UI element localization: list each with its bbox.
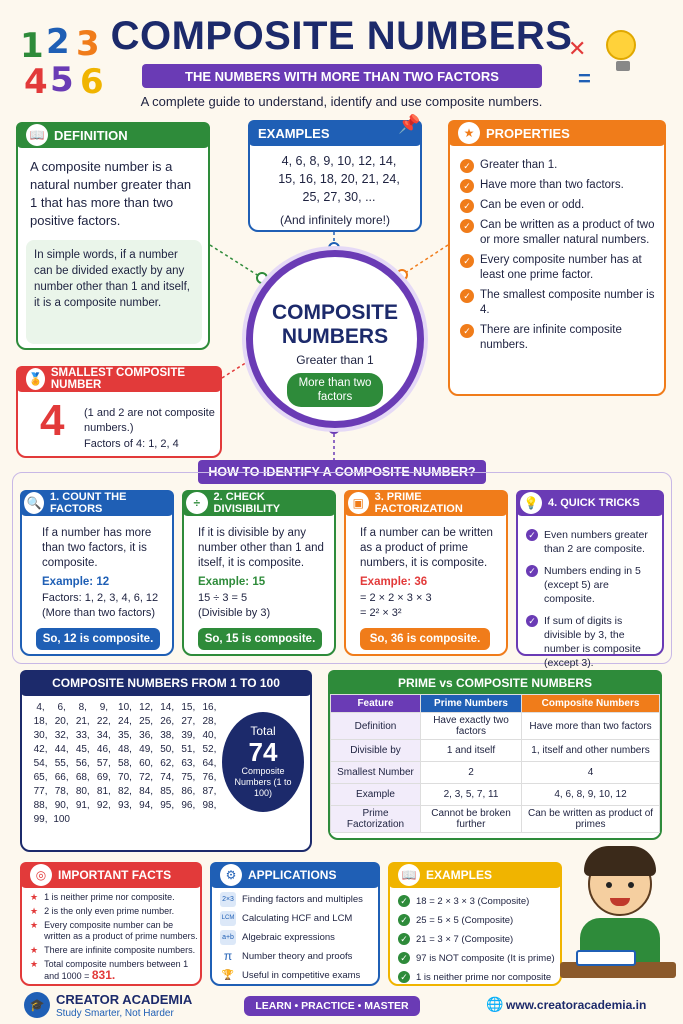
- example-item: ✓ 21 = 3 × 7 (Composite): [398, 932, 562, 947]
- composite-number: 78,: [54, 786, 69, 797]
- method-divisibility-text: If it is divisible by any number other than 1 and itself, it is composite.: [198, 527, 324, 569]
- composite-number: 40,: [202, 730, 217, 741]
- composite-number: 63,: [181, 758, 196, 769]
- footer-pill: LEARN • PRACTICE • MASTER: [244, 996, 420, 1016]
- examples-note: (And infinitely more!): [279, 213, 391, 227]
- table-row: Divisible by 1 and itself 1, itself and other numbers: [331, 740, 660, 762]
- fact-highlight: 831.: [91, 968, 116, 982]
- composite-number: 82,: [118, 786, 132, 797]
- student-illustration: [566, 842, 676, 992]
- subtitle-banner: THE NUMBERS WITH MORE THAN TWO FACTORS: [142, 64, 542, 88]
- fact-item: ★ Total composite numbers between 1 and 1000 = 831.: [30, 959, 189, 982]
- globe-icon: 🌐: [486, 996, 504, 1012]
- open-book-icon: 📖: [398, 864, 420, 886]
- composite-number: 58,: [118, 758, 132, 769]
- definition-text: A composite number is a natural number greater than 1 that has more than two positive factors.: [30, 159, 192, 228]
- composite-number: 22,: [96, 716, 111, 727]
- composite-number: 28,: [202, 716, 217, 727]
- method-count-line2: (More than two factors): [42, 607, 156, 619]
- digit-1: 1: [20, 26, 44, 66]
- composite-number: 64,: [202, 758, 217, 769]
- composite-number: 20,: [54, 716, 69, 727]
- compare-col-composite: Composite Numbers: [522, 695, 660, 713]
- example-item: ✓ 25 = 5 × 5 (Composite): [398, 913, 562, 928]
- compare-col-prime: Prime Numbers: [421, 695, 522, 713]
- examples-bottom-header: 📖 EXAMPLES: [388, 862, 562, 888]
- composite-number: 48,: [118, 744, 132, 755]
- table-row: Definition Have exactly two factors Have more than two factors: [331, 713, 660, 740]
- composite-number: 30,: [33, 730, 48, 741]
- method-divisibility-header: ÷ 2. CHECK DIVISIBILITY: [182, 490, 336, 516]
- examples-bottom-card: [388, 862, 562, 986]
- method-count-line1: Factors: 1, 2, 3, 4, 6, 12: [42, 592, 159, 604]
- method-factorization-card: [344, 490, 508, 656]
- composite-number: 88,: [33, 800, 48, 811]
- method-divisibility-example: Example: 15: [198, 576, 266, 588]
- composite-number: 27,: [181, 716, 196, 727]
- method-factorization-example: Example: 36: [360, 576, 428, 588]
- composite-number: 57,: [96, 758, 111, 769]
- application-item: 2×3 Finding factors and multiples: [220, 892, 380, 907]
- table-row: Example 2, 3, 5, 7, 11 4, 6, 8, 9, 10, 12: [331, 784, 660, 806]
- examples-heading: EXAMPLES: [258, 125, 330, 141]
- composite-number: 33,: [75, 730, 90, 741]
- composite-number: 8,: [78, 702, 87, 713]
- properties-heading: PROPERTIES: [486, 125, 570, 141]
- compare-table: [330, 694, 660, 833]
- smallest-header: [16, 366, 222, 392]
- smallest-factors: Factors of 4: 1, 2, 4: [84, 438, 179, 450]
- star-icon: ★: [458, 122, 480, 144]
- method-count-header: 🔍 1. COUNT THE FACTORS: [20, 490, 174, 516]
- digit-4: 4: [24, 62, 48, 102]
- total-circle: [222, 712, 304, 812]
- method-divisibility-card: [182, 490, 336, 656]
- composite-number: 35,: [118, 730, 132, 741]
- trophy-icon: 🏆: [221, 970, 235, 981]
- facts-list: [30, 892, 200, 982]
- composite-number: 6,: [57, 702, 66, 713]
- property-item: ✓ There are infinite composite numbers.: [460, 323, 658, 353]
- application-item: LCM Calculating HCF and LCM: [221, 913, 353, 924]
- target-icon: ◎: [30, 864, 52, 886]
- composite-number: 100: [53, 814, 70, 825]
- tagline: A complete guide to understand, identify and use composite numbers.: [140, 94, 543, 109]
- trick-item: ✓ Even numbers greater than 2 are composite.: [526, 528, 660, 556]
- composite-number: 56,: [75, 758, 90, 769]
- footer-slogan: Study Smarter, Not Harder: [56, 1008, 174, 1019]
- digit-6: 6: [80, 62, 104, 102]
- method-count-example: Example: 12: [42, 576, 110, 588]
- facts-card: [20, 862, 202, 986]
- applications-card: [210, 862, 380, 986]
- composite-number: 92,: [96, 800, 111, 811]
- digit-3: 3: [76, 24, 100, 64]
- trick-item: ✓ If sum of digits is divisible by 3, the number is composite (except 3).: [526, 614, 660, 670]
- composite-number: 50,: [160, 744, 175, 755]
- algebra-icon: a+b: [220, 930, 236, 945]
- method-divisibility-result: So, 15 is composite.: [198, 628, 322, 650]
- composite-number: 25,: [139, 716, 154, 727]
- smallest-note: (1 and 2 are not composite numbers.): [84, 407, 215, 434]
- method-factorization-header: ▣ 3. PRIME FACTORIZATION: [344, 490, 508, 516]
- composite-number: 66,: [54, 772, 69, 783]
- property-item: ✓ Can be even or odd.: [460, 198, 658, 213]
- composite-number: 99,: [33, 814, 48, 825]
- smallest-heading: SMALLEST COMPOSITE NUMBER: [50, 367, 186, 391]
- center-pill: More than two factors: [287, 373, 383, 407]
- method-count-card: [20, 490, 174, 656]
- composite-number: 72,: [139, 772, 154, 783]
- composite-number: 21,: [75, 716, 90, 727]
- composite-number: 49,: [139, 744, 154, 755]
- academy-logo-icon: 🎓: [24, 992, 50, 1018]
- composite-number: 84,: [139, 786, 154, 797]
- composite-number: 18,: [33, 716, 48, 727]
- fact-item: ★ 1 is neither prime nor composite.: [30, 892, 175, 902]
- composite-number: 46,: [96, 744, 111, 755]
- property-item: ✓ Greater than 1.: [460, 158, 658, 173]
- method-factorization-result: So, 36 is composite.: [360, 628, 490, 650]
- composite-number: 26,: [160, 716, 175, 727]
- composite-number: 80,: [75, 786, 90, 797]
- composite-number: 96,: [181, 800, 196, 811]
- divide-icon: ÷: [186, 492, 208, 514]
- composite-number: 10,: [118, 702, 132, 713]
- composite-number: 77,: [33, 786, 48, 797]
- example-item: ✓ 18 = 2 × 3 × 3 (Composite): [398, 894, 562, 909]
- tricks-card: [516, 490, 664, 669]
- composite-number: 9,: [99, 702, 109, 713]
- composite-number: 95,: [160, 800, 175, 811]
- composite-number: 38,: [160, 730, 175, 741]
- method-factorization-text: If a number can be written as a product of prime numbers, it is composite.: [360, 527, 493, 569]
- facts-header: ◎ IMPORTANT FACTS: [20, 862, 202, 888]
- smallest-number: 4: [40, 396, 65, 445]
- composite-number: 86,: [181, 786, 196, 797]
- compare-header: PRIME vs COMPOSITE NUMBERS: [328, 670, 662, 696]
- lcm-icon: LCM: [220, 911, 236, 926]
- property-item: ✓ Can be written as a product of two or more smaller natural numbers.: [460, 218, 658, 248]
- method-count-result: So, 12 is composite.: [36, 628, 160, 650]
- gears-icon: ⚙: [220, 864, 242, 886]
- magnifier-icon: 🔍: [24, 492, 44, 514]
- composite-number: 76,: [202, 772, 217, 783]
- composite-number: 65,: [33, 772, 48, 783]
- center-title-1: COMPOSITE: [271, 301, 398, 324]
- method-count-text: If a number has more than two factors, it is composite.: [42, 527, 152, 569]
- composite-number: 39,: [181, 730, 196, 741]
- center-title-2: NUMBERS: [281, 325, 389, 348]
- composite-number: 85,: [160, 786, 175, 797]
- composite-number: 45,: [75, 744, 90, 755]
- identify-banner: HOW TO IDENTIFY A COMPOSITE NUMBER?: [198, 460, 486, 484]
- composite-number: 90,: [54, 800, 69, 811]
- composite-number: 74,: [160, 772, 175, 783]
- math-symbols-icon: ✕ =: [568, 36, 591, 91]
- composite-number: 91,: [75, 800, 90, 811]
- composite-number: 70,: [118, 772, 132, 783]
- definition-heading: DEFINITION: [54, 127, 128, 143]
- page-title: COMPOSITE NUMBERS: [110, 14, 573, 58]
- list100-card: [20, 670, 312, 852]
- number-grid: [30, 702, 220, 825]
- total-label: Total: [250, 724, 276, 738]
- composite-number: 87,: [202, 786, 217, 797]
- application-item: a+b Algebraic expressions: [220, 930, 380, 945]
- property-item: ✓ Have more than two factors.: [460, 178, 658, 193]
- trick-item: ✓ Numbers ending in 5 (except 5) are composite.: [526, 564, 660, 606]
- composite-number: 32,: [54, 730, 69, 741]
- example-item: ✓ 1 is neither prime nor composite: [398, 970, 562, 985]
- method-divisibility-line1: 15 ÷ 3 = 5: [198, 592, 248, 604]
- medal-icon: 🏅: [26, 368, 45, 390]
- tricks-list: [526, 528, 660, 675]
- composite-number: 4,: [36, 702, 45, 713]
- composite-number: 93,: [118, 800, 132, 811]
- list100-header: COMPOSITE NUMBERS FROM 1 TO 100: [20, 670, 312, 696]
- multiply-icon: 2×3: [220, 892, 236, 907]
- composite-number: 94,: [139, 800, 154, 811]
- composite-number: 69,: [96, 772, 111, 783]
- composite-number: 42,: [33, 744, 48, 755]
- composite-number: 36,: [139, 730, 154, 741]
- composite-number: 16,: [202, 702, 217, 713]
- composite-number: 55,: [54, 758, 69, 769]
- composite-number: 60,: [139, 758, 154, 769]
- method-factorization-line2: = 2² × 3²: [360, 607, 402, 619]
- composite-number: 68,: [75, 772, 90, 783]
- pin-icon: 📌: [398, 114, 421, 134]
- composite-number: 34,: [96, 730, 111, 741]
- composite-number: 15,: [181, 702, 196, 713]
- compare-col-feature: Feature: [331, 695, 421, 713]
- book-icon: 📖: [26, 124, 48, 146]
- applications-list: [220, 892, 380, 983]
- applications-header: ⚙ APPLICATIONS: [210, 862, 380, 888]
- cube-icon: ▣: [348, 492, 369, 514]
- property-item: ✓ Every composite number has at least one prime factor.: [460, 253, 658, 283]
- composite-number: 81,: [96, 786, 111, 797]
- composite-number: 98,: [202, 800, 217, 811]
- tricks-header: 💡 4. QUICK TRICKS: [516, 490, 664, 516]
- compare-card: [328, 670, 662, 840]
- table-row: Smallest Number 2 4: [331, 762, 660, 784]
- fact-item: ★ 2 is the only even prime number.: [30, 906, 175, 916]
- property-item: ✓ The smallest composite number is 4.: [460, 288, 658, 318]
- fact-item: ★ Every composite number can be written as a product of prime numbers.: [30, 920, 198, 941]
- composite-number: 54,: [33, 758, 48, 769]
- footer-brand: CREATOR ACADEMIA: [56, 992, 193, 1007]
- application-item: 🏆 Useful in competitive exams: [221, 970, 361, 981]
- total-sub: Composite Numbers (1 to 100): [234, 766, 292, 798]
- total-value: 74: [248, 737, 278, 767]
- bulb-icon: 💡: [520, 492, 542, 514]
- method-divisibility-line2: (Divisible by 3): [198, 607, 271, 619]
- composite-number: 52,: [202, 744, 217, 755]
- footer: [0, 990, 683, 1024]
- composite-number: 14,: [160, 702, 175, 713]
- digit-5: 5: [50, 60, 74, 100]
- composite-number: 44,: [54, 744, 69, 755]
- application-item: π Number theory and proofs: [220, 949, 380, 964]
- composite-number: 24,: [118, 716, 132, 727]
- footer-url[interactable]: www.creatoracademia.in: [506, 998, 647, 1012]
- examples-list: 4, 6, 8, 9, 10, 12, 14, 15, 16, 18, 20, 21, 24, 25, 27, 30, ...: [278, 154, 400, 204]
- digit-2: 2: [46, 22, 70, 62]
- center-circle: [246, 250, 424, 428]
- center-sub: Greater than 1: [296, 353, 374, 367]
- composite-number: 75,: [181, 772, 196, 783]
- fact-item: ★ There are infinite composite numbers.: [30, 945, 196, 955]
- composite-number: 12,: [139, 702, 154, 713]
- definition-simple-text: In simple words, if a number can be divided exactly by any number other than 1 and itself, it is a composite number.: [34, 249, 190, 309]
- pi-icon: π: [223, 949, 233, 963]
- examples-bottom-list: [398, 894, 562, 985]
- table-row: Prime Factorization Cannot be broken further Can be written as product of primes: [331, 806, 660, 833]
- example-item: ✓ 97 is NOT composite (It is prime): [398, 951, 562, 966]
- smallest-card: [16, 366, 222, 458]
- method-factorization-line1: = 2 × 2 × 3 × 3: [360, 592, 432, 604]
- composite-number: 51,: [181, 744, 196, 755]
- composite-number: 62,: [160, 758, 175, 769]
